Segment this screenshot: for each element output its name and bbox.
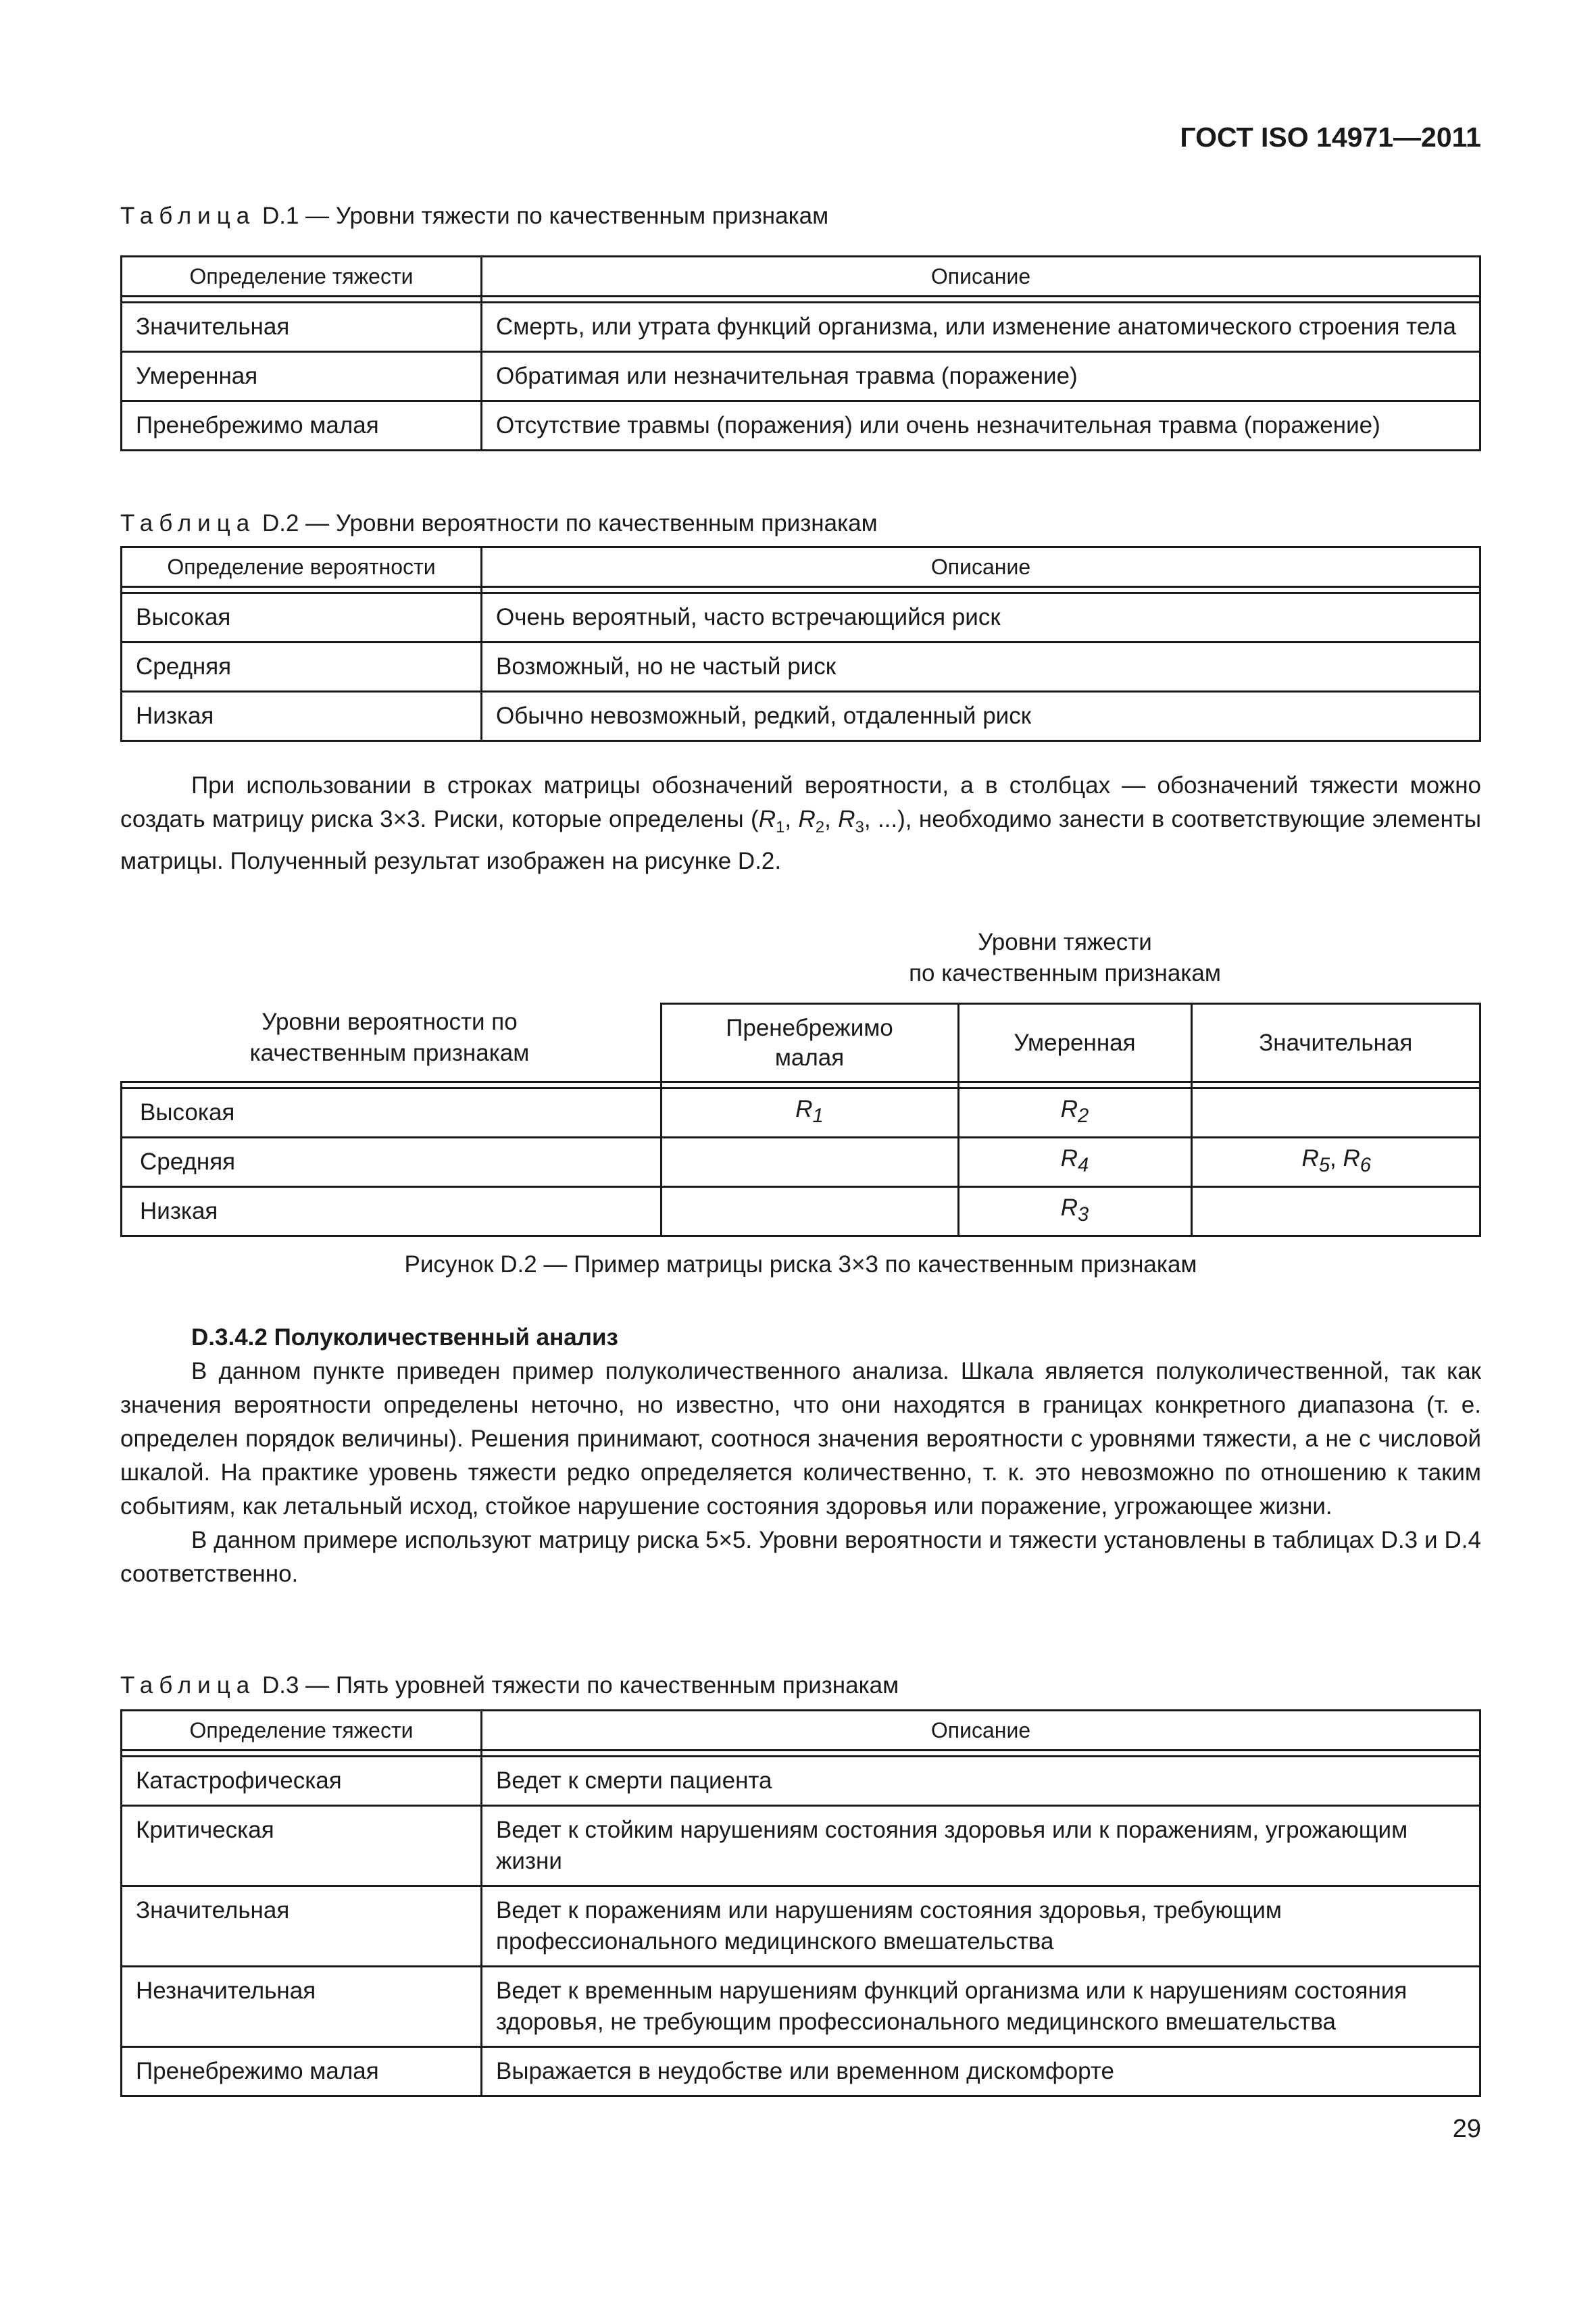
matrix-cell: $R_2$: [958, 1088, 1191, 1138]
table-cell: Обратимая или незначительная травма (поражение): [482, 352, 1480, 401]
paragraph: В данном пункте приведен пример полуколичественного анализа. Шкала является полуколичественной, так как значения вероятности определены неточно, но известно, что они находятся в границах конкретного диапазона (т. е. определен порядок величины). Решения принимают, соотнося значения вероятности с уровнями тяжести, а не с числовой шкалой. На практике уровень тяжести редко определяется количественно, т. к. это невозможно по отношению к таким событиям, как летальный исход, стойкое нарушение состояния здоровья или поражение, угрожающее жизни.: [120, 1358, 1481, 1519]
row-label: Низкая: [122, 1187, 662, 1236]
matrix-cell: $R_5$, $R_6$: [1191, 1138, 1480, 1187]
table-cell: Смерть, или утрата функций организма, или изменение анатомического строения тела: [482, 303, 1480, 352]
table-word: Таблица: [120, 1672, 256, 1699]
table-row: [122, 692, 1480, 741]
matrix-corner: [122, 1004, 662, 1082]
paragraph-matrix-intro: При использовании в строках матрицы обозначений вероятности, а в столбцах — обозначений тяжести можно создать матрицу риска 3×3. Риски, которые определены ($R_1$, $R_2$, $R_3$, ...), необходимо занести в соответствующие элементы матрицы. Полученный результат изображен на рисунке D.2.: [120, 772, 1481, 874]
column-header: Определение вероятности: [122, 547, 482, 587]
table-spacer: [122, 587, 1480, 593]
table-cell: Пренебрежимо малая: [122, 401, 482, 451]
table-cell: Катастрофическая: [122, 1757, 482, 1806]
matrix-row: [122, 1187, 1480, 1236]
table-row: [122, 593, 1480, 643]
table-cell: Незначительная: [122, 1967, 482, 2047]
table-cell: Ведет к поражениям или нарушениям состояния здоровья, требующим профессионального медицинского вмешательства: [482, 1886, 1480, 1967]
table-d3: [120, 1709, 1481, 2097]
column-header: Описание: [482, 257, 1480, 297]
table-d2-caption: [120, 510, 878, 537]
table-title: D.2 — Уровни вероятности по качественным признакам: [261, 510, 878, 536]
table-cell: Отсутствие травмы (поражения) или очень незначительная травма (поражение): [482, 401, 1480, 451]
section-heading: D.3.4.2 Полуколичественный анализ: [191, 1324, 618, 1351]
text: При использовании в строках матрицы обозначений вероятности, а в столбцах — обозначений тяжести можно создать матрицу риска 3×3. Риски, которые определены (: [120, 772, 1481, 832]
standard-designation: ГОСТ ISO 14971—2011: [1180, 122, 1481, 153]
table-cell: Обычно невозможный, редкий, отдаленный риск: [482, 692, 1480, 741]
column-header: Умеренная: [958, 1004, 1191, 1082]
table-row: [122, 643, 1480, 692]
text: , ...), необходимо занести в соответствующие элементы матрицы. Полученный результат изображен на рисунке D.2.: [120, 806, 1481, 874]
table-cell: Ведет к временным нарушениям функций организма или к нарушениям состояния здоровья, не требующим профессионального медицинского вмешательства: [482, 1967, 1480, 2047]
matrix-header-row: [122, 1004, 1480, 1082]
risk-symbol: $R_1$: [758, 806, 785, 836]
column-header: Пренебрежимо малая: [661, 1004, 958, 1082]
row-label: Средняя: [122, 1138, 662, 1187]
page-number: 29: [1452, 2115, 1481, 2143]
risk-matrix: [120, 1003, 1481, 1237]
matrix-row: [122, 1138, 1480, 1187]
risk-symbol: $R_3$: [838, 806, 864, 836]
table-title: D.1 — Уровни тяжести по качественным признакам: [261, 203, 829, 229]
risk-symbol: $R_2$: [798, 806, 825, 836]
table-cell: Ведет к смерти пациента: [482, 1757, 1480, 1806]
table-row: [122, 352, 1480, 401]
paragraph: В данном примере используют матрицу риска 5×5. Уровни вероятности и тяжести установлены в таблицах D.3 и D.4 соответственно.: [120, 1527, 1481, 1587]
matrix-cell: [1191, 1187, 1480, 1236]
table-row: [122, 303, 1480, 352]
probability-axis-title: Уровни вероятности по качественным признакам: [249, 1009, 530, 1066]
table-header-row: [122, 1711, 1480, 1751]
table-header-row: [122, 547, 1480, 587]
table-row: [122, 1806, 1480, 1886]
table-row: [122, 2047, 1480, 2096]
matrix-cell: $R_1$: [661, 1088, 958, 1138]
column-header: Определение тяжести: [122, 257, 482, 297]
table-spacer: [122, 1751, 1480, 1757]
matrix-cell: [661, 1138, 958, 1187]
table-row: [122, 1886, 1480, 1967]
matrix-cell: $R_4$: [958, 1138, 1191, 1187]
table-cell: Очень вероятный, часто встречающийся риск: [482, 593, 1480, 643]
table-word: Таблица: [120, 203, 256, 229]
table-row: [122, 1757, 1480, 1806]
table-d1-caption: [120, 203, 828, 230]
table-spacer: [122, 297, 1480, 303]
table-cell: Значительная: [122, 1886, 482, 1967]
matrix-cell: [661, 1187, 958, 1236]
table-cell: Умеренная: [122, 352, 482, 401]
table-cell: Ведет к стойким нарушениям состояния здоровья или к поражениям, угрожающим жизни: [482, 1806, 1480, 1886]
table-cell: Значительная: [122, 303, 482, 352]
matrix-cell: [1191, 1088, 1480, 1138]
figure-caption: Рисунок D.2 — Пример матрицы риска 3×3 по качественным признакам: [404, 1251, 1197, 1278]
matrix-row: [122, 1088, 1480, 1138]
table-row: [122, 1967, 1480, 2047]
table-title: D.3 — Пять уровней тяжести по качественным признакам: [261, 1672, 899, 1699]
table-cell: Выражается в неудобстве или временном дискомфорте: [482, 2047, 1480, 2096]
column-header: Описание: [482, 1711, 1480, 1751]
column-header: Описание: [482, 547, 1480, 587]
row-label: Высокая: [122, 1088, 662, 1138]
column-header: Определение тяжести: [122, 1711, 482, 1751]
table-header-row: [122, 257, 1480, 297]
matrix-cell: $R_3$: [958, 1187, 1191, 1236]
table-d3-caption: [120, 1672, 899, 1699]
table-spacer: [122, 1082, 1480, 1088]
section-semiquantitative: [120, 1321, 1481, 1591]
table-cell: Низкая: [122, 692, 482, 741]
table-word: Таблица: [120, 510, 256, 536]
table-cell: Критическая: [122, 1806, 482, 1886]
severity-axis-title: Уровни тяжести по качественным признакам: [909, 929, 1221, 986]
table-cell: Высокая: [122, 593, 482, 643]
table-d1: [120, 255, 1481, 451]
table-row: [122, 401, 1480, 451]
table-d2: [120, 546, 1481, 742]
table-cell: Возможный, но не частый риск: [482, 643, 1480, 692]
table-cell: Средняя: [122, 643, 482, 692]
table-cell: Пренебрежимо малая: [122, 2047, 482, 2096]
column-header: Значительная: [1191, 1004, 1480, 1082]
